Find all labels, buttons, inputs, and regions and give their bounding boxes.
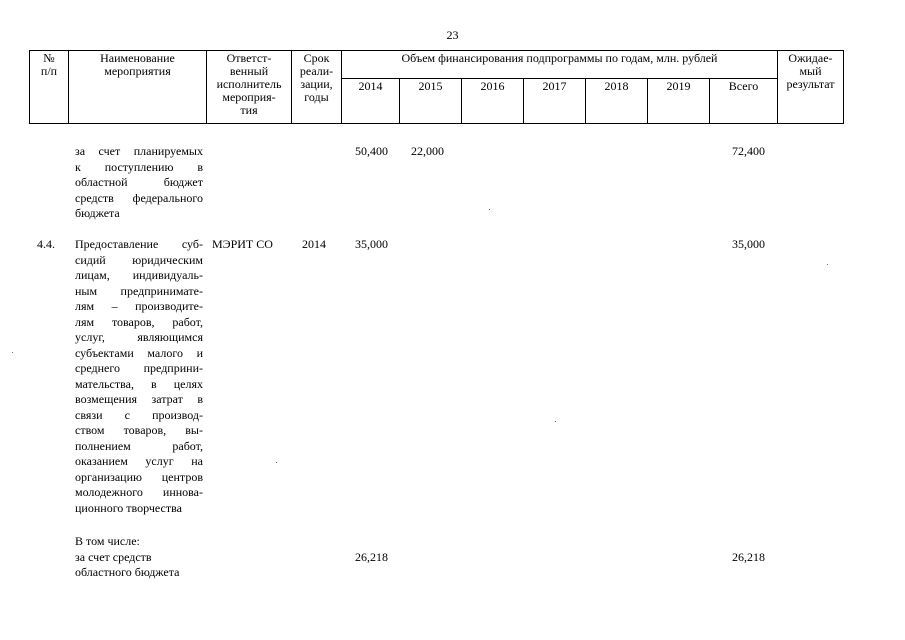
header-year-2017: 2017: [524, 79, 586, 124]
header-funding-title: Объем финансирования подпрограммы по годам, млн. рублей: [342, 51, 778, 79]
header-name: Наименование мероприятия: [69, 51, 207, 124]
scan-speck: [276, 462, 277, 463]
scan-speck: [12, 352, 13, 353]
value-total: 35,000: [732, 237, 765, 251]
header-year-2016: 2016: [462, 79, 524, 124]
page-number: 23: [446, 28, 459, 42]
row-name: В том числе: за счет средств областного бюджета: [75, 534, 180, 579]
header-total: Всего: [710, 79, 778, 124]
row-responsible: МЭРИТ СО: [212, 237, 273, 251]
value-2015: 22,000: [411, 144, 444, 158]
header-result: Ожидае- мый результат: [778, 51, 844, 124]
row-name: за счет планируемых к поступлению в областной бюджет средств федерального бюджета: [75, 144, 203, 220]
value-2014: 35,000: [355, 237, 388, 251]
scan-speck: [827, 264, 828, 265]
header-year-2014: 2014: [342, 79, 400, 124]
row-name: Предоставление суб- сидий юридическим лицам, индивидуаль- ным предпринимате- лям – производите- лям товаров, работ, услуг, являющимся субъектами малого и среднего предприни- мательства, в целях возмещения затрат в связи с производ- ством товаров, вы- полнением работ, оказанием услуг на организацию центров молодежного иннова- ционного творчества: [75, 237, 203, 515]
header-responsible: Ответст- венный исполнитель мероприя- тия: [207, 51, 292, 124]
row-number: 4.4.: [37, 237, 55, 251]
value-total: 72,400: [732, 144, 765, 158]
value-2014: 26,218: [355, 549, 388, 564]
scan-speck: [489, 209, 490, 210]
header-term: Срок реали- зации, годы: [292, 51, 342, 124]
header-year-2018: 2018: [586, 79, 648, 124]
row-term: 2014: [302, 237, 326, 251]
header-year-2019: 2019: [648, 79, 710, 124]
scan-speck: [555, 421, 556, 422]
value-2014: 50,400: [355, 144, 388, 158]
value-total: 26,218: [732, 549, 765, 564]
header-year-2015: 2015: [400, 79, 462, 124]
header-number: № п/п: [30, 51, 69, 124]
table-header: [29, 50, 844, 124]
